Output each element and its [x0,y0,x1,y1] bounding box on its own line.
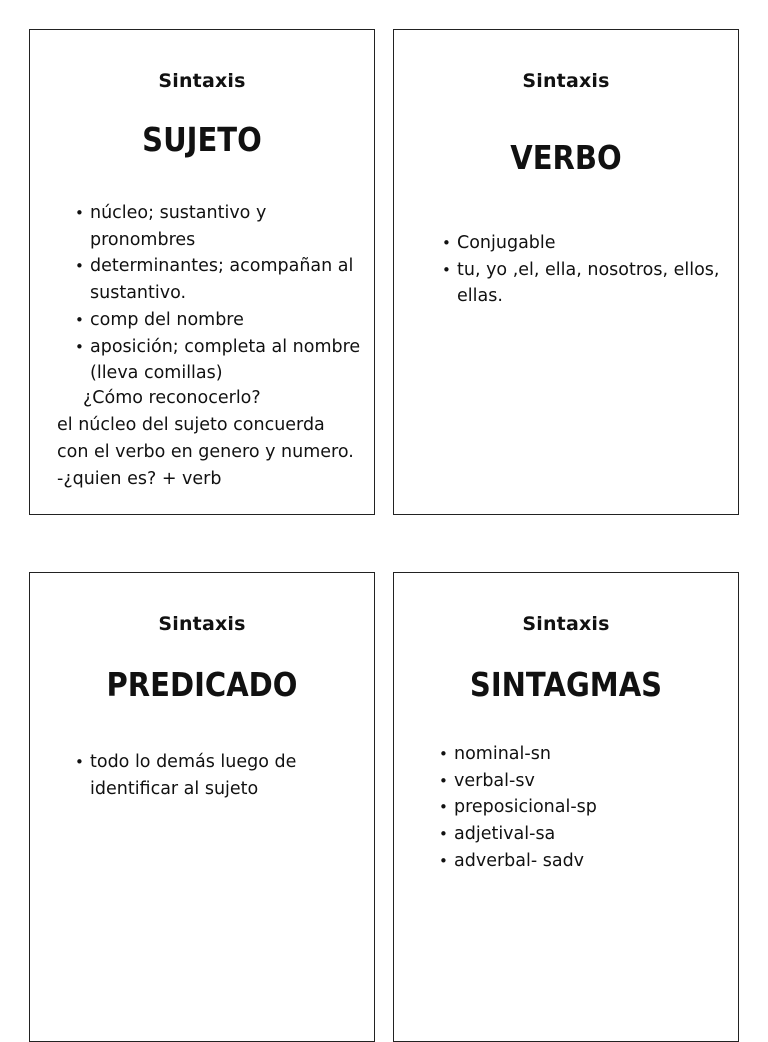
list-item: • nominal-sn [454,741,728,768]
note-line: el núcleo del sujeto concuerda [57,415,325,435]
note-line: -¿quien es? + verb [57,469,222,489]
card-subtitle: Sintaxis [158,613,246,635]
card-heading: SUJETO [142,120,262,159]
card-heading: VERBO [510,138,622,177]
card-heading: PREDICADO [106,665,298,704]
list-item: • aposición; completa al nombre (lleva comillas) [90,334,364,387]
flashcard-sujeto [29,29,375,515]
list-item: • determinantes; acompañan al sustantivo. [90,253,364,306]
list-item: • adjetival-sa [454,821,728,848]
card-subtitle: Sintaxis [522,70,610,92]
list-item: • tu, yo ,el, ella, nosotros, ellos, ellas. [457,257,728,310]
card-subtitle: Sintaxis [522,613,610,635]
list-item: • preposicional-sp [454,794,728,821]
bullet-list [394,741,728,875]
flashcard-predicado [29,572,375,1042]
list-item: • adverbal- sadv [454,848,728,875]
list-item: • todo lo demás luego de identificar al sujeto [90,749,364,802]
bullet-list [30,200,364,387]
bullet-list [30,749,364,802]
bullet-list [397,230,728,310]
list-item: • comp del nombre [90,307,364,334]
note-line: con el verbo en genero y numero. [57,442,354,462]
card-heading: SINTAGMAS [469,665,663,704]
card-subtitle: Sintaxis [158,70,246,92]
list-item: • Conjugable [457,230,728,257]
flashcard-sintagmas [393,572,739,1042]
flashcard-verbo [393,29,739,515]
note-question: ¿Cómo reconocerlo? [83,388,261,408]
list-item: • verbal-sv [454,768,728,795]
list-item: • núcleo; sustantivo y pronombres [90,200,364,253]
